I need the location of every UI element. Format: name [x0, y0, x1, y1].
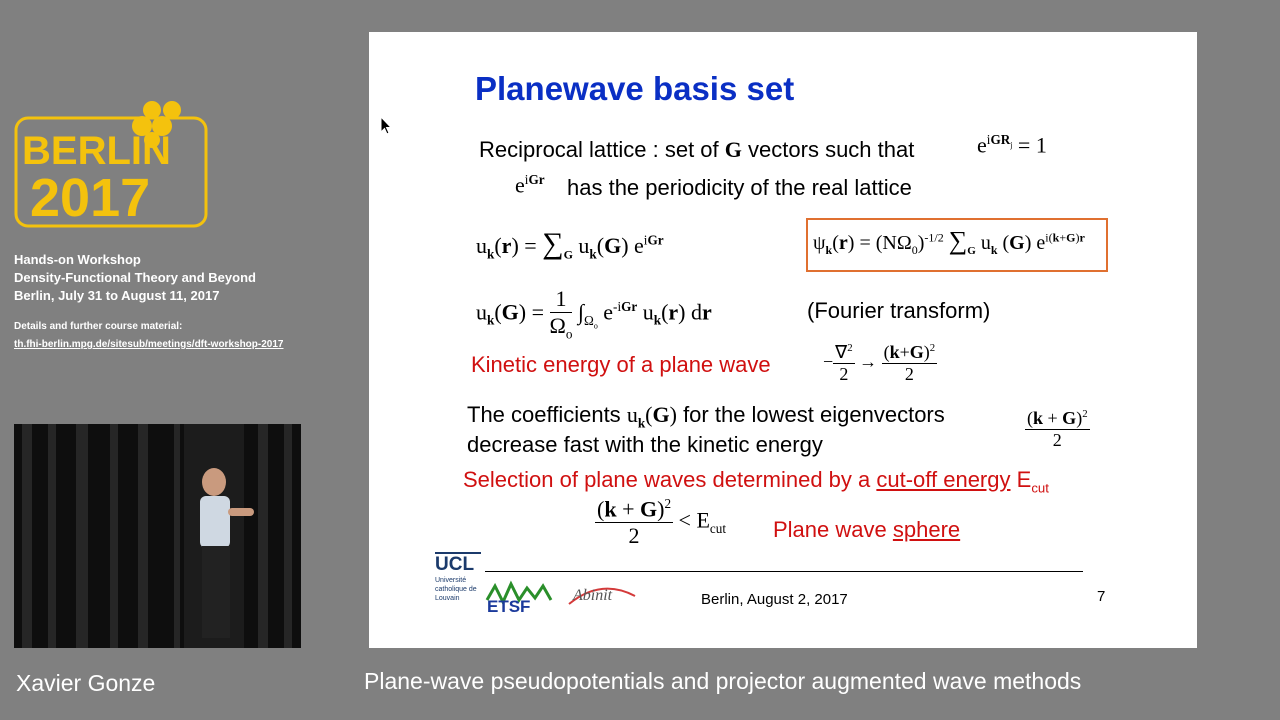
reciprocal-line [479, 137, 914, 163]
coeff-symbol: $u_k(G)$ [626, 402, 677, 431]
logo-word: BERLIN [22, 129, 171, 173]
kinetic-energy-formula: − $\frac{\nabla^2}{2}$ → $\frac{(k+G)^2}{2}$ [823, 342, 936, 384]
sphere-text-1: Plane wave [773, 517, 887, 542]
reciprocal-such: vectors such that [748, 137, 915, 162]
page-number: 7 [1097, 588, 1106, 605]
etsf-logo [485, 578, 565, 619]
uk-expansion: $u_k(r) = \sum_G$ $u_k(G)$ $e^{iGr}$ [476, 227, 664, 262]
periodicity-condition: $e^{iGR_j} = 1$ [977, 132, 1047, 158]
sphere-text-2: sphere [892, 517, 961, 542]
sphere-line [773, 517, 960, 543]
ucl-logo-text: UCL [435, 552, 481, 576]
mouse-cursor-icon [380, 116, 392, 141]
abinit-logo-text: Abinit [573, 587, 613, 604]
periodicity-text: has the periodicity of the real lattice [567, 175, 912, 200]
berlin-2017-logo [14, 96, 210, 230]
selection-line [463, 467, 1049, 495]
fourier-label: (Fourier transform) [807, 298, 991, 323]
ucl-logo [435, 552, 481, 603]
selection-text: Selection of plane waves determined by a [463, 467, 871, 492]
speaker-name: Xavier Gonze [16, 670, 156, 696]
etsf-logo-text: ETSF [487, 597, 531, 614]
kinetic-energy-text: Kinetic energy of a plane wave [471, 352, 771, 377]
coeff-kinetic-formula: $\frac{(k + G)^2}{2}$ [1027, 408, 1088, 450]
details-label: Details and further course material: [14, 321, 183, 332]
footer-divider [485, 571, 1083, 572]
ecut-symbol: $E_{cut}$ [1016, 467, 1049, 496]
coeff-text-2: for the lowest eigenvectors [683, 402, 945, 427]
footer-date: Berlin, August 2, 2017 [701, 591, 848, 608]
logo-year: 2017 [30, 168, 151, 228]
speaker-video [14, 424, 301, 648]
ucl-logo-sub: Université catholique de Louvain [435, 577, 477, 602]
reciprocal-g: G [724, 137, 742, 162]
cutoff-text: cut-off energy [876, 467, 1011, 492]
reciprocal-text: Reciprocal lattice : set of [479, 137, 719, 162]
coefficients-line [467, 402, 945, 431]
sphere-condition: $\frac{(k + G)^2}{2}$ < $E_{cut}$ [597, 496, 727, 549]
workshop-line-2: Density-Functional Theory and Beyond [14, 270, 256, 285]
coeff-text-1: The coefficients [467, 402, 621, 427]
plane-wave-exp: $e^{iGr}$ [515, 172, 545, 198]
bloch-function: $\psi_k(r) = (N\Omega_0)^{-1/2}$ $\sum_G$ $u_k$ (G) $e^{i(k+G)r}$ [813, 226, 1085, 257]
workshop-line-1: Hands-on Workshop [14, 252, 141, 267]
coeff-text-3: decrease fast with the kinetic energy [467, 432, 823, 457]
slide-title: Planewave basis set [475, 70, 795, 107]
presentation-slide [369, 32, 1197, 648]
workshop-line-3: Berlin, July 31 to August 11, 2017 [14, 288, 220, 303]
talk-title: Plane-wave pseudopotentials and projector augmented wave methods [364, 668, 1082, 694]
abinit-logo [565, 574, 637, 619]
details-link[interactable]: th.fhi-berlin.mpg.de/sitesub/meetings/dft-workshop-2017 [14, 339, 284, 350]
fourier-equation: $u_k(G)$ = $\frac{1}{\Omega_o}$ $\int_{\Omega_o}$ $e^{-iGr}$ $u_k(r)$ dr [476, 286, 712, 342]
